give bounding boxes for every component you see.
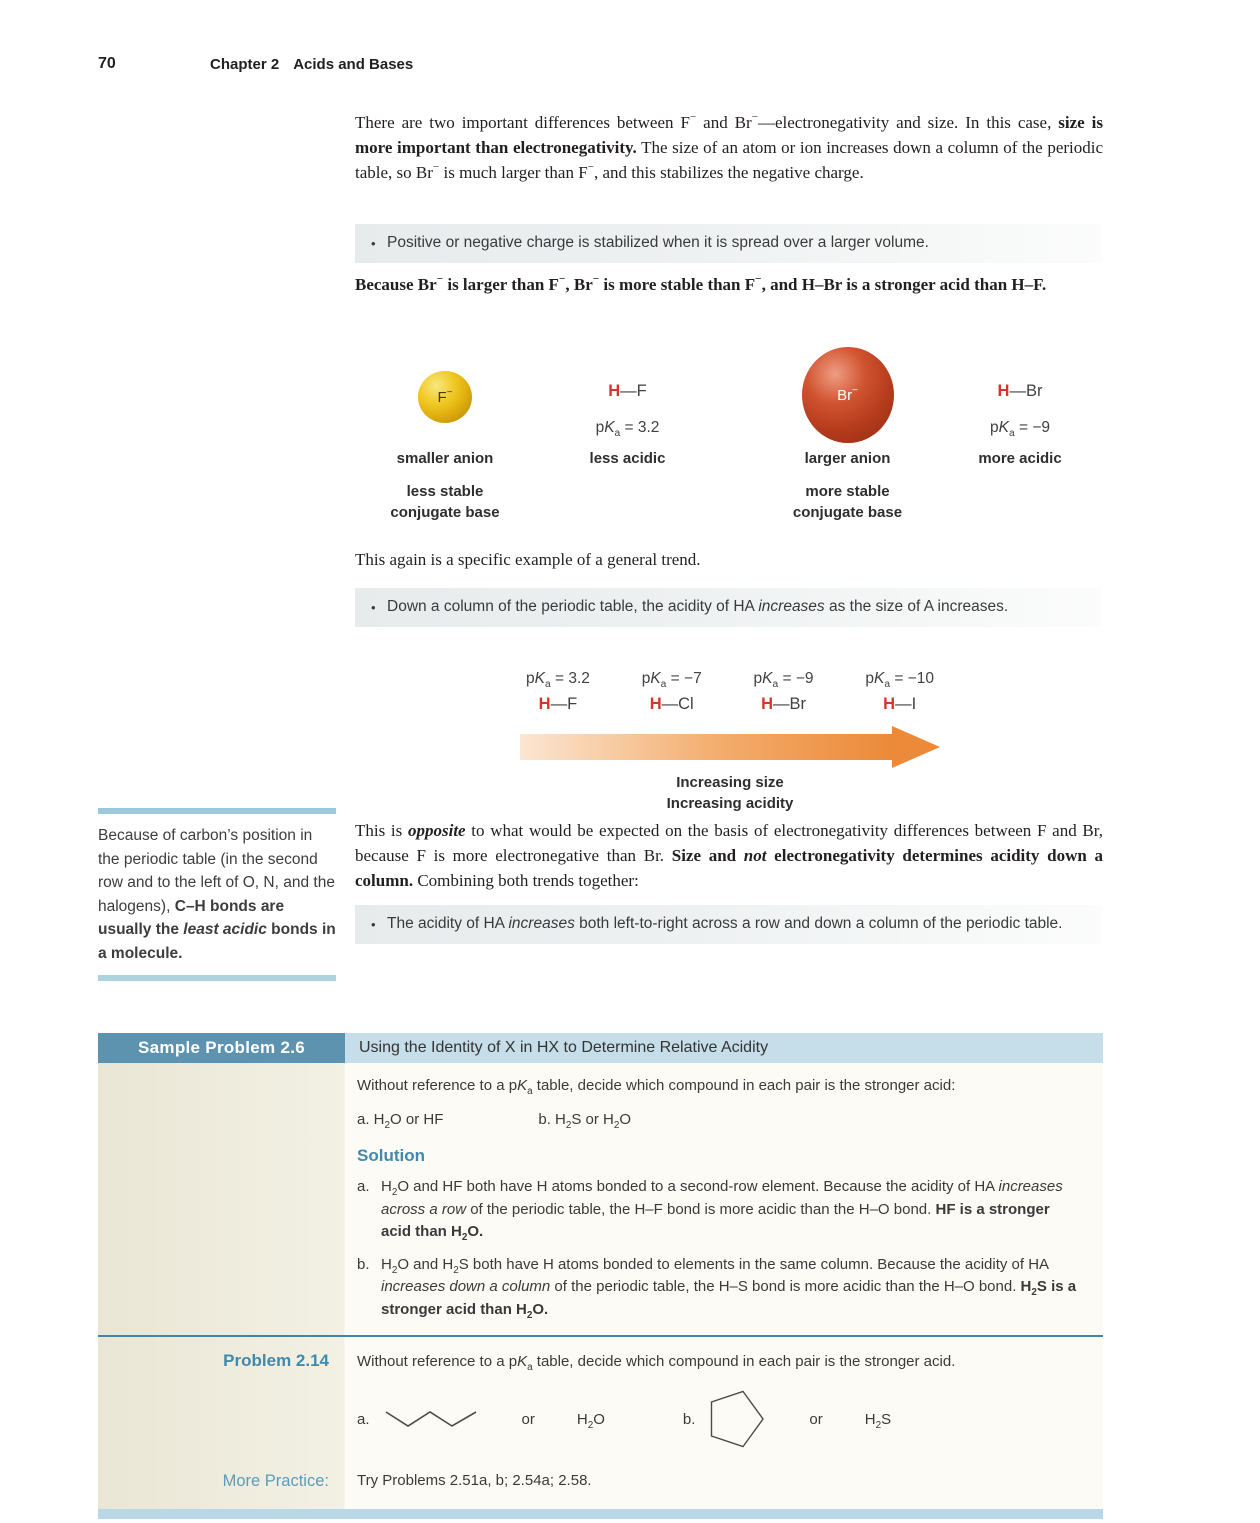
hf-pka: $pK_a = 3.2$ <box>595 419 660 440</box>
page-header <box>98 55 413 73</box>
problem-choices <box>357 1388 1081 1450</box>
key-concept-box-charge <box>355 224 1102 263</box>
bromide-sphere <box>802 347 894 443</box>
trend-item-hbr <box>754 670 814 714</box>
hbr-formula: H—Br <box>761 695 806 713</box>
hbr-caption: more acidic <box>978 450 1062 467</box>
sample-problem-header <box>98 1033 1103 1063</box>
sample-problem-content <box>345 1063 1103 1335</box>
key-concept-text: Down a column of the periodic table, the acidity of HA increases as the size of A increases. <box>387 598 1009 615</box>
key-concept-text: Positive or negative charge is stabilized when it is spread over a larger volume. <box>387 234 929 251</box>
trend-values-row <box>520 670 940 714</box>
trend-sentence: This again is a specific example of a general trend. <box>355 550 701 569</box>
hf-formula: H—F <box>608 382 647 400</box>
butane-skeletal-structure-icon <box>384 1405 480 1433</box>
fluoride-column <box>355 345 535 530</box>
trend-arrow-labels: Increasing size Increasing acidity <box>666 774 794 812</box>
sample-problem-pairs <box>357 1109 1081 1130</box>
sample-problem-title: Using the Identity of X in HX to Determine Relative Acidity <box>345 1033 1103 1063</box>
bullet-icon: • <box>371 917 376 932</box>
item-marker: b. <box>357 1255 370 1273</box>
item-marker: a. <box>357 1178 370 1195</box>
key-concept-box-column <box>355 588 1102 627</box>
solution-heading: Solution <box>357 1146 425 1165</box>
hf-caption: less acidic <box>589 450 666 467</box>
opposite-paragraph: This is opposite to what would be expected on the basis of electronegativity differences between F and Br, because F is more electronegative than Br. Size and not electronegativity determines acidity down a column. Combining both trends together: <box>355 821 1104 890</box>
hbr-pka: $pK_a = -9$ <box>990 419 1050 440</box>
hf-column <box>540 345 715 530</box>
fluoride-caption: smaller anion <box>396 450 494 467</box>
bullet-icon: • <box>371 600 376 615</box>
page-number: 70 <box>98 55 116 72</box>
trend-item-hcl <box>642 670 702 714</box>
margin-note-bottom-bar <box>98 975 336 981</box>
margin-note-text: Because of carbon’s position in the periodic table (in the second row and to the left of O, N, and the halogens), C–H bonds are usually the least acidic bonds in a molecule. <box>98 827 336 962</box>
bromide-subcaption: more stable conjugate base <box>792 483 903 521</box>
trend-item-hi <box>865 670 934 714</box>
anion-size-figure <box>355 345 1103 530</box>
problem-text: Without reference to a $pK_a$ table, decide which compound in each pair is the stronger acid. <box>357 1353 956 1373</box>
sample-problem-bottom-bar <box>98 1509 1103 1519</box>
hbr-column <box>937 345 1103 530</box>
problem-content <box>345 1337 1103 1450</box>
solution-item-b <box>357 1254 1081 1322</box>
bromide-caption: larger anion <box>804 450 891 467</box>
cyclopentane-structure-icon <box>709 1388 767 1450</box>
problem-label: Problem 2.14 <box>223 1351 329 1370</box>
chapter-heading <box>210 55 413 73</box>
conclusion-paragraph: Because Br− is larger than F−, Br− is more stable than F−, and H–Br is a stronger acid than H–F. <box>355 273 1047 294</box>
choice-a-compound: $H_2O$ <box>576 1410 605 1431</box>
hcl-pka-value: $pK_a = -7$ <box>641 670 702 691</box>
pair-a: a. $H_2O$ or HF <box>357 1111 444 1131</box>
or-label: or <box>809 1410 823 1428</box>
bromide-column <box>750 345 945 530</box>
choice-b-compound: $H_2S$ <box>864 1410 892 1431</box>
hi-pka-value: $pK_a = -10$ <box>865 670 934 691</box>
hf-pka-value: $pK_a = 3.2$ <box>526 670 590 691</box>
or-label: or <box>521 1410 535 1428</box>
margin-note <box>98 808 336 981</box>
bromide-label: Br− <box>837 384 858 404</box>
acidity-trend-diagram <box>520 670 940 814</box>
chapter-label: Chapter 2 <box>210 56 280 73</box>
choice-b-marker: b. <box>682 1410 696 1428</box>
hcl-formula: H—Cl <box>649 695 694 713</box>
solution-item-a <box>357 1176 1081 1244</box>
solution-b-text: $H_2O$ and $H_2S$ both have H atoms bonded to elements in the same column. Because the acidity of HA increases down a column of the periodic table, the H–S bond is more acidic than the H–O bond. $H_2S$ is a stronger acid than $H_2O$. <box>381 1255 1077 1321</box>
fluoride-sphere <box>418 371 472 423</box>
choice-a-marker: a. <box>357 1410 370 1428</box>
sample-problem-box <box>98 1033 1103 1519</box>
fluoride-label: F− <box>437 386 453 406</box>
bullet-icon: • <box>371 236 376 251</box>
sample-problem-body <box>98 1063 1103 1519</box>
key-concept-text: The acidity of HA increases both left-to-right across a row and down a column of the periodic table. <box>387 915 1063 932</box>
increasing-acidity-arrow-icon <box>520 726 940 768</box>
pair-b: b. $H_2S$ or $H_2O$ <box>538 1111 632 1131</box>
margin-note-top-bar <box>98 808 336 814</box>
chapter-title: Acids and Bases <box>293 56 414 73</box>
key-concept-box-combined <box>355 905 1102 944</box>
fluoride-subcaption: less stable conjugate base <box>390 483 500 521</box>
more-practice-text: Try Problems 2.51a, b; 2.54a; 2.58. <box>357 1472 592 1489</box>
intro-paragraph: There are two important differences between F− and Br−—electronegativity and size. In this case, size is more important than electronegativity. The size of an atom or ion increases down a column of the periodic table, so Br− is much larger than F−, and this stabilizes the negative charge. <box>355 111 1104 182</box>
sample-problem-left-column <box>98 1063 345 1335</box>
more-practice-label: More Practice: <box>222 1472 329 1490</box>
hf-formula: H—F <box>538 695 578 713</box>
hbr-formula: H—Br <box>997 382 1043 400</box>
hbr-pka-value: $pK_a = -9$ <box>753 670 814 691</box>
trend-item-hf <box>526 670 590 714</box>
hi-formula: H—I <box>883 695 917 713</box>
sample-problem-label: Sample Problem 2.6 <box>98 1033 345 1063</box>
sample-problem-intro: Without reference to a $pK_a$ table, decide which compound in each pair is the stronger acid: <box>357 1077 956 1097</box>
solution-a-text: $H_2O$ and HF both have H atoms bonded to a second-row element. Because the acidity of HA increases across a row of the periodic table, the H–F bond is more acidic than the H–O bond. HF is a stronger acid than $H_2O$. <box>381 1178 1063 1243</box>
